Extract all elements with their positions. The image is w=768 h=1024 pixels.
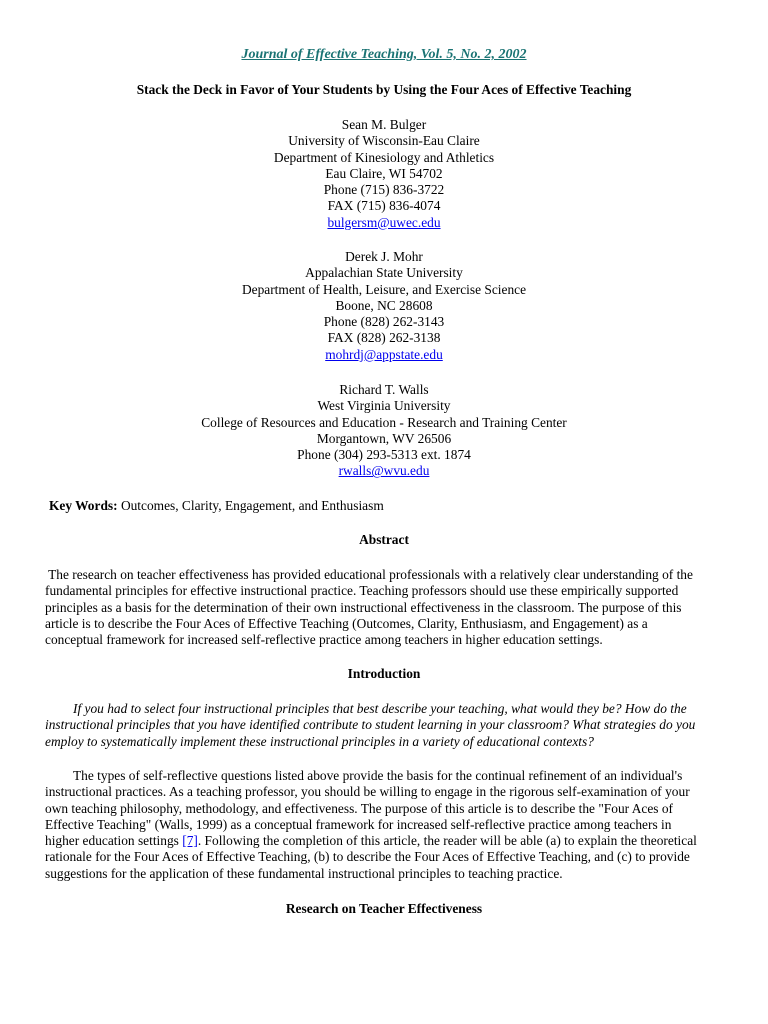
body-line: Effective Teaching" (Walls, 1999) as a conceptual framework for increased self-reflective practice among teachers in [45,816,672,832]
author-fax: FAX (715) 836-4074 [327,198,441,214]
abstract-line: fundamental principles for effective instructional practice. Teaching professors should use these empirically supported [45,583,679,599]
body-line: suggestions for the application of these fundamental instructional principles to teaching practice. [45,865,563,881]
keywords-label: Key Words: [49,498,118,513]
author-block-1 [0,117,768,231]
body-line: The types of self-reflective questions listed above provide the basis for the continual refinement of an individual's [73,768,683,783]
body-line: instructional practices. As a teaching professor, you should be willing to engage in the rigorous self-examination of your [45,784,690,800]
author-location: Eau Claire, WI 54702 [325,165,443,181]
abstract-line: conceptual framework for increased self-reflective practice among teachers in higher education settings. [45,632,603,648]
reference-link-7[interactable]: [7] [182,833,198,849]
author-email-link[interactable]: bulgersm@uwec.edu [327,214,441,230]
question-line: employ to systematically implement these instructional principles in a variety of educational contexts? [45,733,594,749]
research-heading: Research on Teacher Effectiveness [285,901,483,916]
author-institution: University of Wisconsin-Eau Claire [288,133,480,149]
author-email-link[interactable]: mohrdj@appstate.edu [325,346,443,362]
journal-citation-link[interactable]: Journal of Effective Teaching, Vol. 5, No. 2, 2002 [241,47,527,62]
author-name: Derek J. Mohr [345,249,423,264]
body-text: higher education settings [45,833,183,849]
author-institution: West Virginia University [317,398,451,414]
author-department: Department of Kinesiology and Athletics [273,149,495,165]
author-email-link[interactable]: rwalls@wvu.edu [338,463,430,479]
abstract-line: principles as a basis for the determination of their own instructional effectiveness in the classroom. The purpose of this [45,599,682,615]
author-name: Sean M. Bulger [341,117,427,132]
abstract-line: The research on teacher effectiveness has provided educational professionals with a relatively clear understanding of the [45,567,693,582]
author-fax: FAX (828) 262-3138 [327,330,441,346]
author-department: College of Resources and Education - Research and Training Center [201,414,567,430]
body-line-with-reference [45,833,725,849]
body-line: own teaching philosophy, methodology, and effectiveness. The purpose of this article is to describe the "Four Aces of [45,800,673,816]
introduction-heading: Introduction [347,666,421,681]
question-line: If you had to select four instructional principles that best describe your teaching, what would they be? How do the [73,701,687,716]
abstract-line: article is to describe the Four Aces of Effective Teaching (Outcomes, Clarity, Enthusiasm, and Engagement) as a [45,615,648,631]
author-location: Boone, NC 28608 [335,297,433,313]
keywords-line [49,498,384,514]
author-department: Department of Health, Leisure, and Exercise Science [241,281,527,297]
question-line: instructional principles that you have identified contribute to student learning in your classroom? What strategies do you [45,717,696,733]
keywords-value: Outcomes, Clarity, Engagement, and Enthusiasm [120,498,384,513]
introduction-body [45,768,725,882]
author-block-2 [0,249,768,363]
author-institution: Appalachian State University [305,265,463,281]
author-phone: Phone (828) 262-3143 [323,314,445,330]
author-name: Richard T. Walls [339,382,429,397]
author-block-3 [0,382,768,480]
author-phone: Phone (715) 836-3722 [323,182,445,198]
introduction-questions [45,701,725,750]
abstract-heading: Abstract [359,532,409,547]
author-location: Morgantown, WV 26506 [316,430,452,446]
author-phone: Phone (304) 293-5313 ext. 1874 [297,447,471,463]
body-text: . Following the completion of this article, the reader will be able (a) to explain the theoretical [197,833,697,849]
abstract-paragraph [45,567,725,648]
body-line: rationale for the Four Aces of Effective Teaching, (b) to describe the Four Aces of Effective Teaching, and (c) to provide [45,849,690,865]
article-title: Stack the Deck in Favor of Your Students by Using the Four Aces of Effective Teaching [136,82,632,97]
